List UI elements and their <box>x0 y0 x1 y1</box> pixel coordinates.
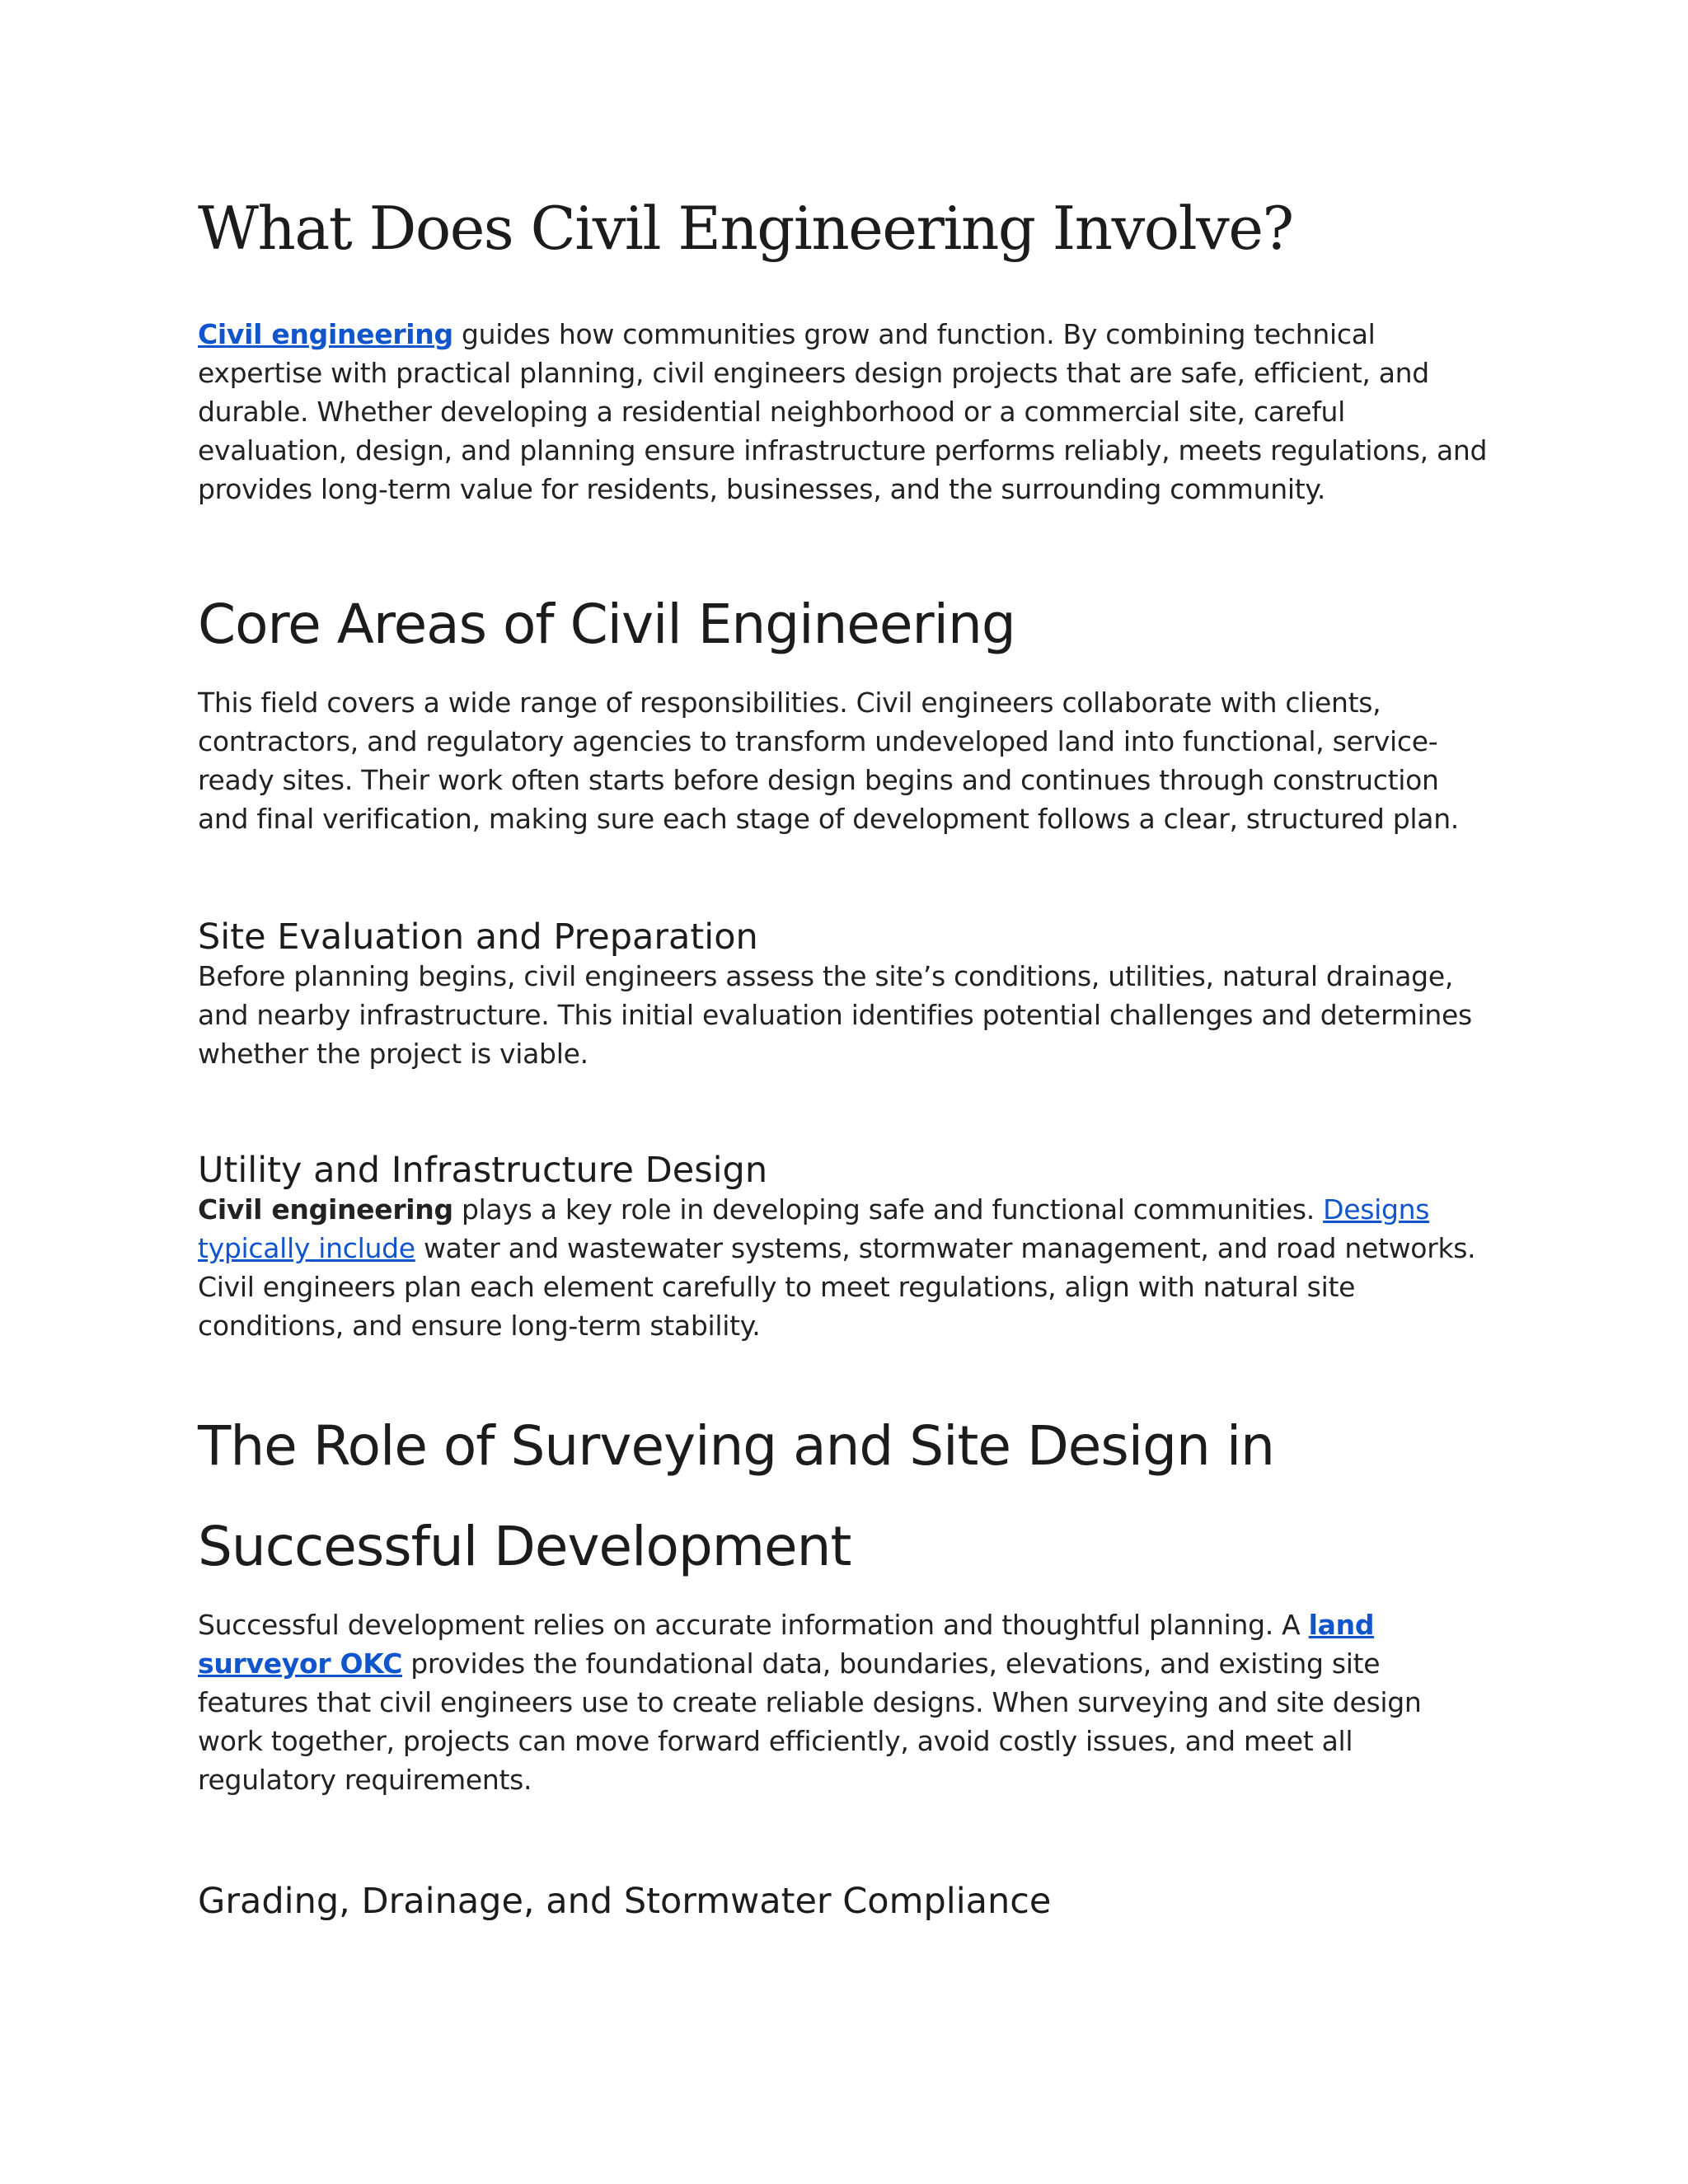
surveying-paragraph <box>198 1605 1492 1799</box>
civil-engineering-link[interactable]: Civil engineering <box>198 317 453 350</box>
intro-text: guides how communities grow and function. By combining technical expertise with practical planning, civil engineers design projects that are safe, efficient, and durable. Whether developing a residential neighborhood or a commercial site, careful evaluation, design, and planning ensure infrastructure performs reliably, meets regulations, and provides long-term value for residents, businesses, and the surrounding community. <box>198 317 1488 505</box>
utility-text-b: water and wastewater systems, stormwater management, and road networks. Civil engineers plan each element carefully to meet regulations, align with natural site conditions, and ensure long-term stability. <box>198 1231 1476 1342</box>
core-areas-paragraph: This field covers a wide range of responsibilities. Civil engineers collaborate with clients, contractors, and regulatory agencies to transform undeveloped land into functional, service-ready sites. Their work often starts before design begins and continues through construction and final verification, making sure each stage of development follows a clear, structured plan. <box>198 686 1459 835</box>
utility-text-a: plays a key role in developing safe and functional communities. <box>452 1193 1324 1226</box>
designs-typically-include-link[interactable]: Designs typically include <box>198 1193 1430 1264</box>
civil-engineering-bold: Civil engineering <box>198 1193 453 1226</box>
utility-design-paragraph <box>198 1190 1492 1345</box>
page-title: What Does Civil Engineering Involve? <box>198 194 1293 263</box>
site-evaluation-heading: Site Evaluation and Preparation <box>198 916 758 958</box>
land-surveyor-okc-link[interactable]: land surveyor OKC <box>198 1608 1375 1680</box>
utility-design-heading: Utility and Infrastructure Design <box>198 1149 768 1191</box>
surveying-text-b: provides the foundational data, boundaries, elevations, and existing site features that civil engineers use to create reliable designs. When surveying and site design work together, projects can move forward efficiently, avoid costly issues, and meet all regulatory requirements. <box>198 1647 1422 1796</box>
grading-heading: Grading, Drainage, and Stormwater Compliance <box>198 1880 1052 1922</box>
site-evaluation-paragraph: Before planning begins, civil engineers assess the site’s conditions, utilities, natural drainage, and nearby infrastructure. This initial evaluation identifies potential challenges and determines whether the project is viable. <box>198 959 1472 1070</box>
surveying-heading: The Role of Surveying and Site Design in Successful Development <box>198 1413 1275 1578</box>
intro-paragraph <box>198 315 1492 509</box>
core-areas-heading: Core Areas of Civil Engineering <box>198 592 1015 656</box>
surveying-text-a: Successful development relies on accurate information and thoughtful planning. A <box>198 1608 1309 1641</box>
document-page <box>198 194 1492 1921</box>
